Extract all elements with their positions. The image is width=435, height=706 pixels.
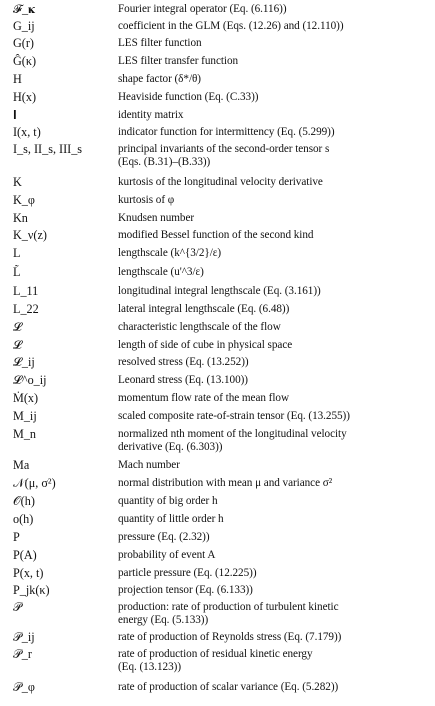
entry-symbol: P (13, 530, 20, 544)
entry-symbol: 𝓛_ij (13, 355, 35, 369)
entry-symbol: 𝒫_r (13, 647, 32, 661)
entry-description (118, 143, 424, 168)
entry-description (118, 91, 424, 104)
entry-symbol: L_11 (13, 284, 39, 298)
entry-description (118, 410, 424, 423)
entry-symbol: 𝓛 (13, 338, 22, 352)
description-line: resolved stress (Eq. (13.252)) (118, 356, 249, 368)
description-line: LES filter function (118, 37, 202, 49)
entry-symbol: K_ν(z) (13, 228, 47, 242)
entry-symbol: 𝒩(μ, σ²) (13, 476, 56, 490)
description-line: particle pressure (Eq. (12.225)) (118, 567, 257, 579)
description-line: length of side of cube in physical space (118, 339, 293, 351)
entry-description (118, 73, 424, 86)
entry-symbol: 𝐈 (13, 108, 17, 122)
description-line: lengthscale (u'^3/ε) (118, 266, 204, 278)
description-line: quantity of little order h (118, 513, 224, 525)
description-line: pressure (Eq. (2.32)) (118, 531, 210, 543)
entry-symbol: I(x, t) (13, 125, 41, 139)
entry-description (118, 681, 424, 694)
entry-description (118, 247, 424, 260)
description-line: kurtosis of the longitudinal velocity derivative (118, 176, 323, 188)
entry-symbol: L̃ (13, 265, 21, 279)
entry-symbol: o(h) (13, 512, 34, 526)
entry-description (118, 648, 424, 673)
entry-description (118, 321, 424, 334)
entry-description (118, 374, 424, 387)
entry-symbol: H (13, 72, 22, 86)
entry-symbol: G(r) (13, 36, 34, 50)
description-line: lateral integral lengthscale (Eq. (6.48)) (118, 303, 290, 315)
entry-symbol: L (13, 246, 21, 260)
description-line: normal distribution with mean μ and variance σ² (118, 477, 333, 489)
entry-description (118, 194, 424, 207)
description-line: Knudsen number (118, 212, 195, 224)
entry-symbol: Ma (13, 458, 30, 472)
entry-description (118, 37, 424, 50)
entry-description (118, 477, 424, 490)
entry-symbol: 𝒪(h) (13, 494, 35, 508)
entry-symbol: P(A) (13, 548, 37, 562)
entry-symbol: Ṁ(x) (13, 391, 39, 405)
description-line: probability of event A (118, 549, 216, 561)
description-line: Mach number (118, 459, 180, 471)
entry-description (118, 513, 424, 526)
entry-description (118, 176, 424, 189)
entry-description (118, 631, 424, 644)
entry-description (118, 392, 424, 405)
description-line: production: rate of production of turbulent kinetic (118, 601, 339, 613)
entry-symbol: H(x) (13, 90, 37, 104)
entry-symbol: P(x, t) (13, 566, 44, 580)
description-line: momentum flow rate of the mean flow (118, 392, 289, 404)
description-line: energy (Eq. (5.133)) (118, 613, 209, 626)
description-line: rate of production of Reynolds stress (Eq. (7.179)) (118, 631, 342, 643)
entry-description (118, 567, 424, 580)
description-line: modified Bessel function of the second kind (118, 229, 314, 241)
entry-symbol: K_φ (13, 193, 35, 207)
entry-description (118, 3, 424, 16)
description-line: coefficient in the GLM (Eqs. (12.26) and (12.110)) (118, 20, 344, 32)
entry-symbol: 𝓛^o_ij (13, 373, 47, 387)
entry-description (118, 428, 424, 453)
description-line: identity matrix (118, 109, 184, 121)
entry-symbol: Kn (13, 211, 28, 225)
entry-symbol: K (13, 175, 22, 189)
entry-description (118, 303, 424, 316)
description-line: Fourier integral operator (Eq. (6.116)) (118, 3, 287, 15)
description-line: rate of production of scalar variance (Eq. (5.282)) (118, 681, 339, 693)
entry-symbol: M_ij (13, 409, 37, 423)
entry-description (118, 20, 424, 33)
entry-description (118, 495, 424, 508)
entry-symbol: 𝓛 (13, 320, 22, 334)
description-line: Leonard stress (Eq. (13.100)) (118, 374, 248, 386)
description-line: rate of production of residual kinetic energy (118, 648, 313, 660)
entry-description (118, 549, 424, 562)
entry-symbol: 𝒫 (13, 600, 22, 614)
entry-description (118, 55, 424, 68)
description-line: (Eqs. (B.31)–(B.33)) (118, 155, 211, 168)
description-line: LES filter transfer function (118, 55, 239, 67)
description-line: derivative (Eq. (6.303)) (118, 440, 223, 453)
description-line: (Eq. (13.123)) (118, 660, 181, 673)
entry-description (118, 266, 424, 279)
entry-description (118, 126, 424, 139)
description-line: projection tensor (Eq. (6.133)) (118, 584, 253, 596)
description-line: principal invariants of the second-order tensor s (118, 143, 330, 155)
entry-description (118, 109, 424, 122)
entry-symbol: 𝒫_φ (13, 680, 35, 694)
entry-description (118, 229, 424, 242)
entry-symbol: I_s, II_s, III_s (13, 142, 83, 156)
description-line: normalized nth moment of the longitudinal velocity (118, 428, 347, 440)
description-line: scaled composite rate-of-strain tensor (Eq. (13.255)) (118, 410, 350, 422)
entry-description (118, 459, 424, 472)
entry-description (118, 356, 424, 369)
entry-description (118, 601, 424, 626)
description-line: kurtosis of φ (118, 194, 175, 206)
description-line: shape factor (δ*/θ) (118, 73, 201, 85)
entry-description (118, 285, 424, 298)
entry-description (118, 212, 424, 225)
entry-symbol: 𝓕_𝛋 (13, 2, 36, 16)
entry-symbol: Ĝ(κ) (13, 54, 37, 68)
entry-symbol: G_ij (13, 19, 35, 33)
entry-symbol: L_22 (13, 302, 39, 316)
entry-description (118, 531, 424, 544)
description-line: quantity of big order h (118, 495, 218, 507)
description-line: lengthscale (k^{3/2}/ε) (118, 247, 222, 259)
description-line: longitudinal integral lengthscale (Eq. (3.161)) (118, 285, 321, 297)
entry-symbol: 𝒫_ij (13, 630, 35, 644)
entry-description (118, 339, 424, 352)
entry-symbol: M_n (13, 427, 37, 441)
description-line: indicator function for intermittency (Eq. (5.299)) (118, 126, 335, 138)
entry-symbol: P_jk(κ) (13, 583, 50, 597)
entry-description (118, 584, 424, 597)
description-line: Heaviside function (Eq. (C.33)) (118, 91, 259, 103)
description-line: characteristic lengthscale of the flow (118, 321, 281, 333)
